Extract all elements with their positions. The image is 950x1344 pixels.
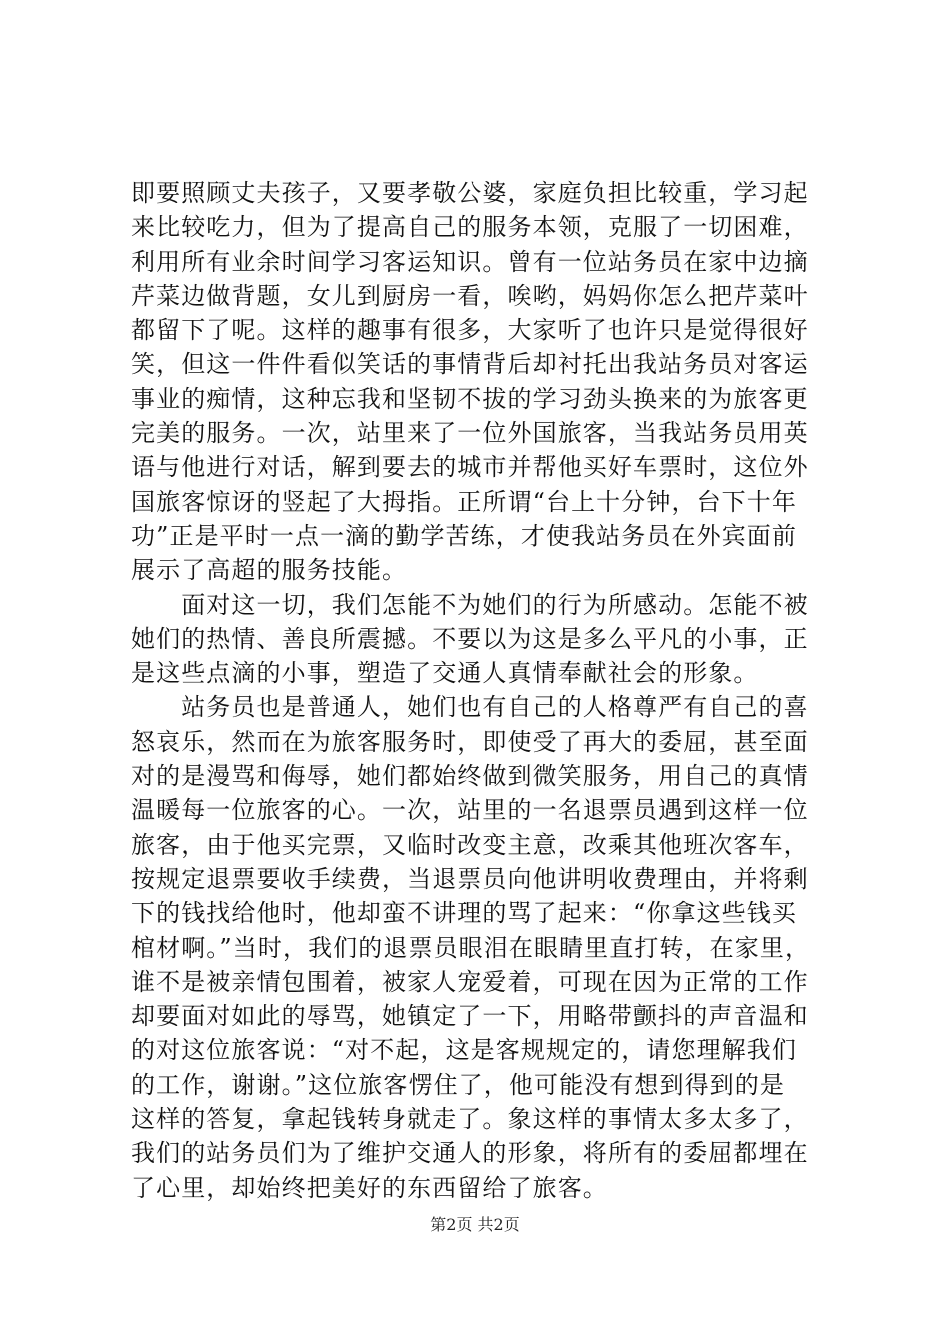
text-line: 对的是漫骂和侮辱，她们都始终做到微笑服务，用自己的真情 bbox=[131, 762, 809, 791]
text-line: 芹菜边做背题，女儿到厨房一看，唉哟，妈妈你怎么把芹菜叶 bbox=[131, 281, 809, 310]
text-line: 事业的痴情，这种忘我和坚韧不拔的学习劲头换来的为旅客更 bbox=[131, 384, 809, 413]
text-line: 温暖每一位旅客的心。一次，站里的一名退票员遇到这样一位 bbox=[131, 796, 809, 825]
text-line: 棺材啊。”当时，我们的退票员眼泪在眼睛里直打转，在家里， bbox=[131, 933, 811, 962]
text-line: 完美的服务。一次，站里来了一位外国旅客，当我站务员用英 bbox=[131, 419, 809, 448]
text-line: 这样的答复，拿起钱转身就走了。象这样的事情太多太多了， bbox=[131, 1105, 809, 1134]
text-line: 的工作，谢谢。”这位旅客愣住了，他可能没有想到得到的是 bbox=[131, 1070, 785, 1099]
document-body bbox=[131, 176, 831, 1205]
text-line: 怒哀乐，然而在为旅客服务时，即使受了再大的委屈，甚至面 bbox=[131, 727, 809, 756]
text-line: 功”正是平时一点一滴的勤学苦练，才使我站务员在外宾面前 bbox=[131, 521, 797, 550]
text-line: 来比较吃力，但为了提高自己的服务本领，克服了一切困难， bbox=[131, 213, 809, 242]
text-line: 我们的站务员们为了维护交通人的形象，将所有的委屈都埋在 bbox=[131, 1139, 809, 1168]
page-number-footer: 第2页 共2页 bbox=[430, 1215, 520, 1234]
text-line: 谁不是被亲情包围着，被家人宠爱着，可现在因为正常的工作 bbox=[131, 967, 809, 996]
text-line: 即要照顾丈夫孩子，又要孝敬公婆，家庭负担比较重，学习起 bbox=[131, 179, 809, 207]
text-line: 笑，但这一件件看似笑话的事情背后却衬托出我站务员对客运 bbox=[131, 350, 809, 379]
text-line: 是这些点滴的小事，塑造了交通人真情奉献社会的形象。 bbox=[131, 659, 759, 688]
text-line: 却要面对如此的辱骂，她镇定了一下，用略带颤抖的声音温和 bbox=[131, 1002, 809, 1031]
text-line: 了心里，却始终把美好的东西留给了旅客。 bbox=[131, 1173, 608, 1202]
text-line: 下的钱找给他时，他却蛮不讲理的骂了起来：“你拿这些钱买 bbox=[131, 899, 797, 928]
text-line: 利用所有业余时间学习客运知识。曾有一位站务员在家中边摘 bbox=[131, 247, 809, 276]
text-line: 展示了高超的服务技能。 bbox=[131, 556, 408, 585]
text-line: 都留下了呢。这样的趣事有很多，大家听了也许只是觉得很好 bbox=[131, 316, 809, 345]
text-line: 按规定退票要收手续费，当退票员向他讲明收费理由，并将剩 bbox=[131, 864, 809, 893]
text-line: 国旅客惊讶的竖起了大拇指。正所谓“台上十分钟，台下十年 bbox=[131, 487, 797, 516]
text-line: 面对这一切，我们怎能不为她们的行为所感动。怎能不被 bbox=[131, 590, 809, 619]
text-line: 站务员也是普通人，她们也有自己的人格尊严有自己的喜 bbox=[131, 693, 809, 722]
text-line: 的对这位旅客说：“对不起，这是客规规定的，请您理解我们 bbox=[131, 1036, 797, 1065]
text-line: 语与他进行对话，解到要去的城市并帮他买好车票时，这位外 bbox=[131, 453, 809, 482]
text-line: 旅客，由于他买完票，又临时改变主意，改乘其他班次客车， bbox=[131, 830, 809, 859]
text-line: 她们的热情、善良所震撼。不要以为这是多么平凡的小事，正 bbox=[131, 624, 809, 653]
